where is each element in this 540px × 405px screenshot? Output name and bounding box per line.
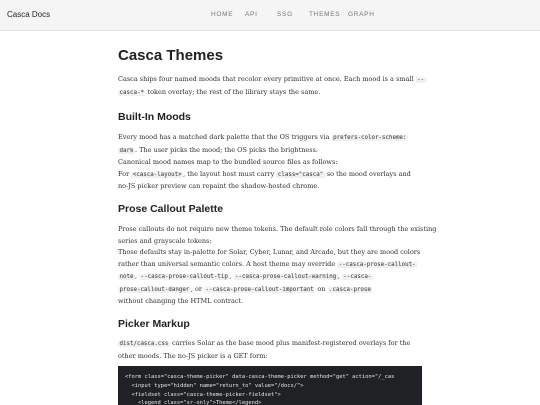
callout-line-4: [118, 259, 421, 272]
intro-text-2: token overlay; the rest of the library stays the same.: [147, 87, 321, 96]
code-line: <input type="hidden" name="return_to" value="/docs/">: [125, 382, 304, 389]
nav-graph[interactable]: GRAPH: [348, 11, 375, 18]
callout-code-note-prefix: --casca-prose-callout-: [338, 261, 416, 268]
picker-code-file: dist/casca.css: [119, 341, 169, 347]
moods-code-dark: dark: [119, 147, 134, 154]
intro-line-2: [118, 87, 421, 100]
intro-code-token: casca-*: [119, 89, 144, 96]
picker-line-1: [118, 338, 421, 351]
callout-line-1: Prose callouts do not require new theme tokens. The default role colors fall through the existing: [118, 225, 437, 233]
callout-code-note: note: [119, 274, 134, 280]
nav-ssg[interactable]: SSG: [277, 11, 293, 18]
intro-line-1: [118, 74, 425, 87]
code-line: <legend class="sr-only">Theme</legend>: [125, 400, 262, 405]
callout-text-on: on: [317, 284, 326, 293]
heading-picker-markup: Picker Markup: [118, 318, 190, 330]
moods-code-class: class="casca": [277, 171, 324, 178]
heading-built-in-moods: Built-In Moods: [118, 111, 191, 123]
nav-themes[interactable]: THEMES: [309, 11, 341, 18]
callout-text-4: rather than universal semantic colors. A host theme may override: [118, 259, 336, 268]
callout-line-2: series and grayscale tokens:: [118, 236, 212, 245]
top-navbar: [0, 0, 540, 31]
moods-paragraph: [118, 132, 421, 193]
callout-line-7: without changing the HTML contract.: [118, 297, 244, 305]
code-line: <fieldset class="casca-theme-picker-fieldset">: [125, 391, 281, 398]
picker-text-1: carries Solar as the base mood plus manifest-registered overlays for the: [171, 339, 411, 347]
callout-code-warning: --casca-prose-callout-warning: [235, 274, 337, 280]
code-block[interactable]: [118, 366, 422, 405]
callout-code-tip: --casca-prose-callout-tip: [140, 274, 228, 280]
picker-paragraph: [118, 338, 421, 362]
moods-line-3: Canonical mood names map to the bundled source files as follows:: [118, 158, 338, 166]
callout-paragraph: [118, 224, 437, 308]
brand-logo[interactable]: Casca Docs: [7, 10, 51, 19]
callout-line-5: note , --casca-prose-callout-tip , --casca-prose-callout-warning , --casca-: [119, 272, 372, 280]
callout-line-3: Those defaults stay in-palette for Solar, Cyber, Lunar, and Arcade, but they are mood colors: [118, 248, 421, 256]
moods-line-2: [118, 145, 421, 158]
moods-text-4c: so the mood overlays and: [326, 169, 411, 178]
nav-api[interactable]: API: [245, 11, 258, 18]
moods-text-4a: For: [118, 169, 130, 178]
callout-code-danger-prefix: --casca-: [343, 274, 372, 280]
moods-text-1: Every mood has a matched dark palette that the OS triggers via: [118, 133, 330, 141]
callout-line-6: prose-callout-danger , or --casca-prose-callout-important on .casca-prose: [119, 284, 371, 293]
moods-code-layout: <casca-layout>: [132, 171, 182, 178]
moods-text-4b: , the layout host must carry: [183, 169, 275, 178]
callout-code-prose: .casca-prose: [329, 286, 371, 293]
heading-prose-callout-palette: Prose Callout Palette: [118, 203, 224, 215]
main-nav: [0, 11, 540, 21]
moods-text-2: . The user picks the mood; the OS picks the brightness.: [134, 145, 318, 154]
intro-paragraph: [118, 74, 425, 99]
picker-line-2: other moods. The no-JS picker is a GET form:: [118, 351, 268, 360]
nav-home[interactable]: HOME: [211, 11, 234, 18]
moods-line-1: [118, 132, 421, 145]
callout-code-danger: prose-callout-danger: [119, 286, 190, 293]
moods-line-5: no-JS picker preview can repaint the shadow-hosted chrome.: [118, 182, 320, 190]
page-title: Casca Themes: [118, 47, 224, 64]
intro-code-prefix: --: [417, 77, 425, 83]
callout-code-important: --casca-prose-callout-important: [205, 286, 314, 293]
intro-text-1: Casca ships four named moods that recolor every primitive at once. Each mood is a small: [118, 75, 414, 83]
moods-line-4: [118, 169, 421, 182]
moods-code-media: prefers-color-scheme:: [333, 135, 407, 141]
code-line: <form class="casca-theme-picker" data-casca-theme-picker method="get" action="/_cas: [125, 374, 395, 380]
